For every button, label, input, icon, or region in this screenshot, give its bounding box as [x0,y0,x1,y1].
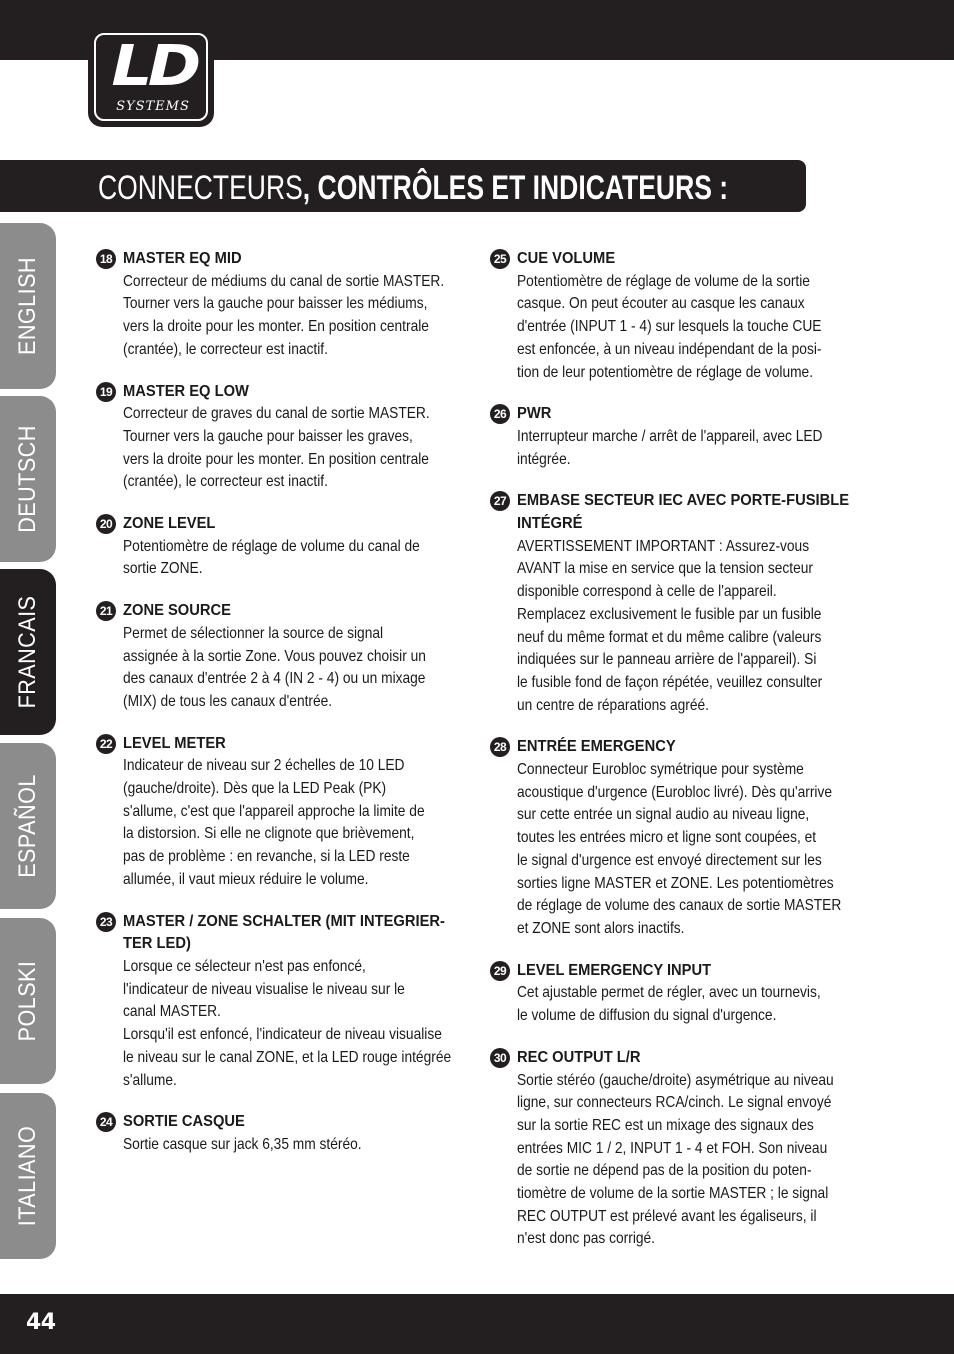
item-title: ZONE LEVEL [123,515,216,533]
item-body: Lorsque ce sélecteur n'est pas enfoncé, l'indicateur de niveau visualise le niveau sur le canal MASTER. Lorsqu'il est enfoncé, l'indicateur de niveau visualise le niveau sur le canal ZONE, et la LED rouge intégrée s'allume. [123,957,452,1089]
item-25 [490,248,862,384]
item-body: Interrupteur marche / arrêt de l'appareil, avec LED intégrée. [517,427,823,468]
heading-part-light: CONNECTEURS [98,169,303,207]
item-number-badge: 18 [96,249,116,269]
item-20 [96,513,468,581]
item-title: CUE VOLUME [517,250,616,267]
item-title: MASTER / ZONE SCHALTER (MIT INTEGRIER- TER LED) [123,912,445,953]
item-body: Connecteur Eurobloc symétrique pour système acoustique d'urgence (Eurobloc livré). Dès qu'arrive sur cette entrée un signal audio au niveau ligne, toutes les entrées micro et ligne sont coupées, et le signal d'urgence est envoyé directement sur les sorties ligne MASTER et ZONE. Les potentiomètres de réglage de volume des canaux de sortie MASTER et ZONE sont alors inactifs. [517,761,842,937]
item-23 [96,911,468,1093]
item-number-badge: 25 [490,249,510,269]
item-title: LEVEL METER [123,734,226,752]
item-number-badge: 22 [96,734,116,754]
item-30 [490,1047,862,1251]
item-body: Potentiomètre de réglage de volume du canal de sortie ZONE. [123,537,420,578]
item-body: Correcteur de graves du canal de sortie MASTER. Tourner vers la gauche pour baisser les graves, vers la droite pour les monter. En position centrale (crantée), le correcteur est inactif. [123,405,430,491]
item-number-badge: 28 [490,737,510,757]
ld-systems-logo [88,27,214,127]
item-body: Indicateur de niveau sur 2 échelles de 10 LED (gauche/droite). Dès que la LED Peak (PK) s'allume, c'est que l'appareil approche la limite de la distorsion. Si elle ne clignote que brièvement, pas de problème : en revanche, si la LED reste allumée, il vaut mieux réduire le volume. [123,757,425,888]
right-column [490,248,862,1270]
lang-tab-label: POLSKI [14,960,41,1042]
item-title: MASTER EQ LOW [123,382,249,400]
item-body: Potentiomètre de réglage de volume de la sortie casque. On peut écouter au casque les canaux d'entrée (INPUT 1 - 4) sur lesquels la touche CUE est enfoncée, à un niveau indépendant de la posi- tion de leur potentiomètre de réglage de volume. [517,272,822,381]
logo-frame [94,33,208,121]
item-body: Sortie casque sur jack 6,35 mm stéréo. [123,1135,362,1153]
logo-systems-text: SYSTEMS [116,99,190,114]
item-21 [96,600,468,714]
item-title: PWR [517,405,552,423]
item-title: REC OUTPUT L/R [517,1048,641,1066]
logo-ld-text: LD [111,34,197,99]
lang-tab-francais[interactable] [0,569,56,735]
lang-tab-deutsch[interactable] [0,396,56,562]
item-body: Cet ajustable permet de régler, avec un tournevis, le volume de diffusion du signal d'urgence. [517,984,821,1025]
lang-tab-english[interactable] [0,223,56,389]
item-27 [490,490,862,717]
item-title: LEVEL EMERGENCY INPUT [517,961,712,979]
lang-tab-label: FRANCAIS [14,595,41,709]
page-number: 44 [26,1310,56,1335]
item-29 [490,960,862,1028]
lang-tab-label: ITALIANO [14,1125,41,1227]
lang-tab-espanol[interactable] [0,743,56,909]
lang-tab-label: DEUTSCH [14,425,41,533]
item-number-badge: 24 [96,1112,116,1132]
bottom-bar [0,1294,954,1354]
lang-tab-polski[interactable] [0,918,56,1084]
item-18 [96,248,468,362]
item-number-badge: 19 [96,382,116,402]
item-number-badge: 20 [96,514,116,534]
left-column [96,248,468,1176]
item-number-badge: 29 [490,961,510,981]
item-number-badge: 26 [490,404,510,424]
item-number-badge: 30 [490,1048,510,1068]
item-number-badge: 23 [96,912,116,932]
lang-tab-italiano[interactable] [0,1093,56,1259]
lang-tab-label: ESPAÑOL [14,774,41,878]
item-28 [490,736,862,940]
item-body: AVERTISSEMENT IMPORTANT : Assurez-vous AVANT la mise en service que la tension secteur disponible correspond à celle de l'appareil. Remplacez exclusivement le fusible par un fusible neuf du même format et du même calibre (valeurs indiquées sur le panneau arrière de l'appareil). Si le fusible fond de façon répétée, veuillez consulter un centre de réparations agréé. [517,537,823,714]
item-title: ENTRÉE EMERGENCY [517,738,676,756]
lang-tab-label: ENGLISH [14,257,41,355]
item-22 [96,733,468,892]
item-body: Correcteur de médiums du canal de sortie MASTER. Tourner vers la gauche pour baisser les médiums, vers la droite pour les monter. En position centrale (crantée), le correcteur est inactif. [123,272,445,358]
section-heading [98,168,728,208]
item-body: Permet de sélectionner la source de signal assignée à la sortie Zone. Vous pouvez choisir un des canaux d'entrée 2 à 4 (IN 2 - 4) ou un mixage (MIX) de tous les canaux d'entrée. [123,624,426,710]
item-26 [490,403,862,471]
item-title: SORTIE CASQUE [123,1113,245,1131]
item-number-badge: 27 [490,491,510,511]
item-19 [96,381,468,495]
item-title: MASTER EQ MID [123,250,242,267]
item-body: Sortie stéréo (gauche/droite) asymétrique au niveau ligne, sur connecteurs RCA/cinch. Le signal envoyé sur la sortie REC est un mixage des signaux des entrées MIC 1 / 2, INPUT 1 - 4 et FOH. Son niveau de sortie ne dépend pas de la position du poten- tiomètre de volume de la sortie MASTER ; le signal REC OUTPUT est prélevé avant les égaliseurs, il n'est donc pas corrigé. [517,1071,834,1248]
item-title: EMBASE SECTEUR IEC AVEC PORTE-FUSIBLE INTÉGRÉ [517,492,850,533]
item-number-badge: 21 [96,601,116,621]
heading-part-bold: , CONTRÔLES ET INDICATEURS : [302,169,729,207]
item-24 [96,1111,468,1156]
item-title: ZONE SOURCE [123,602,231,620]
